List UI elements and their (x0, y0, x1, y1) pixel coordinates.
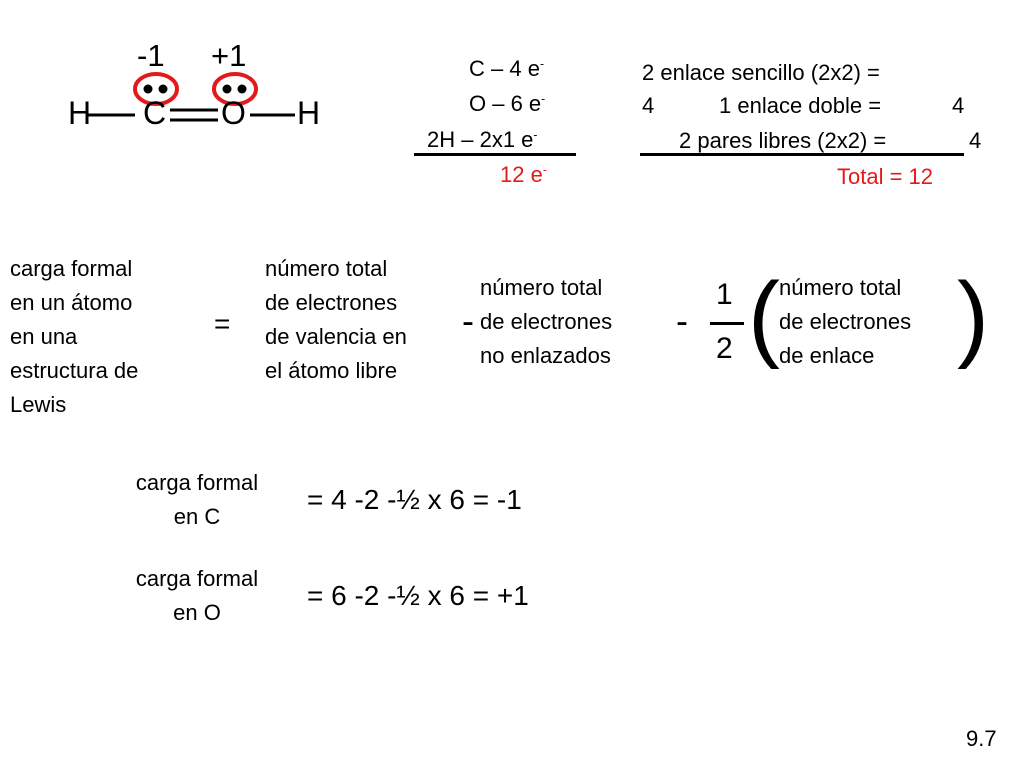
double-bond-value: 4 (952, 93, 965, 118)
electron-total: 12 e- (500, 162, 547, 187)
lone-pair-electron (144, 85, 153, 94)
lone-pair-electron (223, 85, 232, 94)
calc-o-expression: = 6 -2 -½ x 6 = +1 (307, 580, 529, 611)
double-bond-line: 1 enlace doble = (719, 93, 882, 118)
lone-pairs-value: 4 (969, 128, 982, 153)
bond-total: Total = 12 (837, 164, 934, 189)
single-bonds-line: 2 enlace sencillo (2x2) = (642, 60, 880, 85)
oxygen-electrons: O – 6 e- (469, 91, 546, 116)
sum-line (640, 153, 964, 156)
atom-c: C (143, 95, 167, 131)
formula-minus-2: - (676, 300, 688, 341)
calc-c-label: carga formal en C (135, 470, 259, 529)
sum-line (414, 153, 576, 156)
fraction-bar (710, 322, 744, 325)
formula-equals: = (214, 308, 231, 339)
half-denominator: 2 (716, 332, 733, 365)
formula-nonbonding-term: número total de electrones no enlazados (480, 275, 613, 368)
formula-lhs: carga formal en un átomo en una estructura de Lewis (10, 256, 139, 417)
formula-minus-1: - (462, 300, 474, 341)
calc-o-label: carga formal en O (135, 566, 259, 625)
atom-h-left: H (68, 95, 92, 131)
lone-pair-electron (159, 85, 168, 94)
hydrogen-electrons: 2H – 2x1 e- (427, 127, 538, 152)
calc-c-expression: = 4 -2 -½ x 6 = -1 (307, 484, 522, 515)
formula-valence-term: número total de electrones de valencia en el átomo libre (265, 256, 407, 383)
formal-charge-oxygen: +1 (211, 38, 247, 73)
single-bonds-value: 4 (642, 93, 655, 118)
atom-h-right: H (297, 95, 321, 131)
lone-pair-electron (238, 85, 247, 94)
paren-open: ( (748, 263, 780, 370)
carbon-electrons: C – 4 e- (469, 56, 544, 81)
formal-charge-carbon: -1 (137, 38, 165, 73)
page-number: 9.7 (966, 726, 997, 751)
atom-o: O (221, 95, 246, 131)
lone-pairs-line: 2 pares libres (2x2) = (679, 128, 887, 153)
paren-close: ) (957, 263, 989, 370)
formula-bonding-term: número total de electrones de enlace (779, 275, 912, 368)
half-numerator: 1 (716, 278, 733, 311)
